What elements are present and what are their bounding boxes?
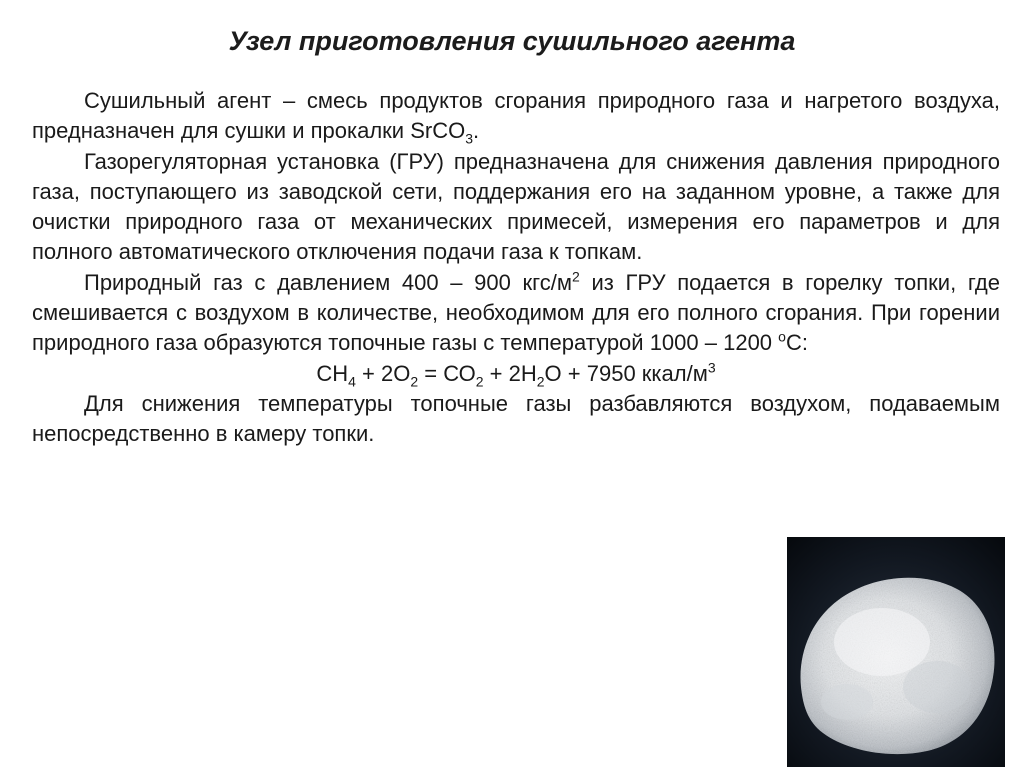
paragraph-tail: . (473, 118, 480, 144)
formula-text: + 2Н (483, 360, 537, 386)
paragraph-text: Сушильный агент – смесь продуктов сгорания природного газа и нагретого воздуха, предназначен для сушки и прокалки SrCO (32, 88, 1000, 144)
subscript: 2 (475, 373, 484, 390)
paragraph-gru: Газорегуляторная установка (ГРУ) предназначена для снижения давления природного газа, поступающего из заводской сети, поддержания его на заданном уровне, а также для очистки природного газа от механических примесей, измерения его параметров и для полного автоматического отключения подачи газа к топкам. (32, 148, 1000, 265)
subscript: 2 (536, 373, 545, 390)
subscript: 3 (465, 130, 473, 147)
formula-text: + 2О (355, 360, 411, 386)
formula-text: О + 7950 ккал/м (544, 360, 708, 386)
paragraph-text: из ГРУ подается в горелку топки, где смешивается с воздухом в количестве, необходимом для его полного сгорания. При горении природного газа образуются топочные газы с температурой 1000 – 1200 (32, 269, 1000, 356)
slide-title: Узел приготовления сушильного агента (228, 26, 796, 56)
combustion-formula (32, 359, 1000, 389)
paragraph-dilution: Для снижения температуры топочные газы разбавляются воздухом, подаваемым непосредственно в камеру топки. (32, 390, 1000, 447)
superscript: 2 (571, 268, 580, 285)
formula-text: СН (316, 360, 349, 386)
paragraph-drying-agent (32, 86, 1000, 147)
superscript: 3 (707, 359, 716, 376)
formula-text: = СО (418, 360, 476, 386)
paragraph-text: С: (785, 330, 808, 356)
slide-body (32, 86, 1000, 450)
superscript: о (778, 329, 786, 346)
paragraph-natural-gas (32, 268, 1000, 359)
subscript: 4 (348, 373, 356, 390)
powder-pile-image (787, 537, 1005, 767)
powder-photo (787, 537, 1005, 767)
subscript: 2 (410, 373, 419, 390)
paragraph-text: Природный газ с давлением 400 – 900 кгс/м (84, 269, 572, 295)
